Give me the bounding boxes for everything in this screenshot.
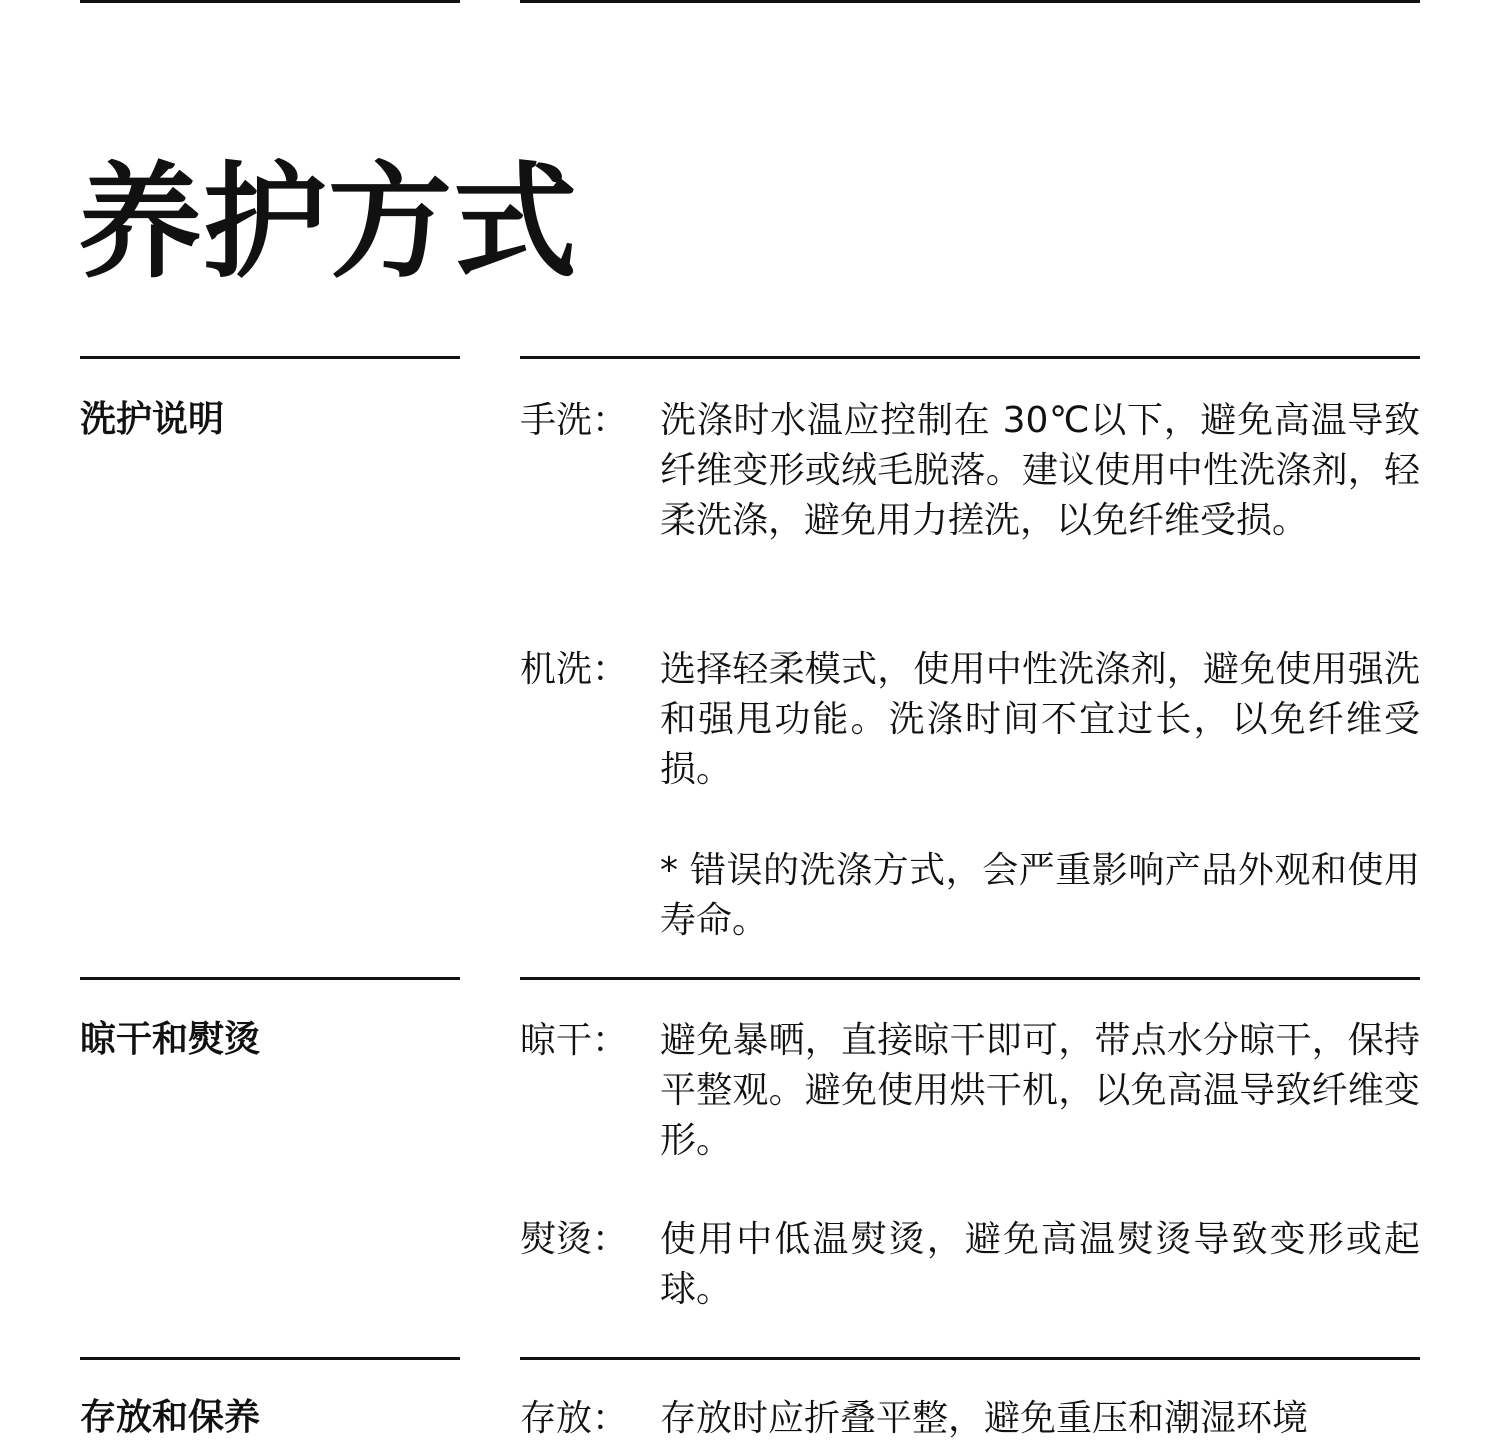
entry-text-hand-wash: 洗涤时水温应控制在 30℃以下，避免高温导致纤维变形或绒毛脱落。建议使用中性洗涤剂，轻柔洗涤，避免用力搓洗，以免纤维受损。 — [660, 400, 1420, 541]
divider — [520, 0, 1420, 3]
entry-text-machine-wash: 选择轻柔模式，使用中性洗涤剂，避免使用强洗和强甩功能。洗涤时间不宜过长，以免纤维受损。 — [660, 649, 1420, 790]
entry-label-ironing: 熨烫： — [520, 1219, 629, 1260]
divider — [520, 356, 1420, 359]
page-title: 养护方式 — [78, 151, 579, 295]
divider — [80, 977, 460, 980]
entry-text-ironing: 使用中低温熨烫，避免高温熨烫导致变形或起球。 — [660, 1219, 1420, 1310]
section-label-washing: 洗护说明 — [80, 399, 225, 440]
entry-text-drying: 避免暴晒，直接晾干即可，带点水分晾干，保持平整观。避免使用烘干机，以免高温导致纤维变形。 — [660, 1020, 1420, 1161]
section-label-storage: 存放和保养 — [80, 1397, 261, 1438]
entry-label-hand-wash: 手洗： — [520, 400, 629, 441]
entry-text-storage: 存放时应折叠平整，避免重压和潮湿环境 — [660, 1398, 1309, 1439]
entry-label-storage: 存放： — [520, 1398, 629, 1439]
divider — [520, 977, 1420, 980]
section-label-drying-ironing: 晾干和熨烫 — [80, 1019, 261, 1060]
divider — [80, 0, 460, 3]
divider — [80, 356, 460, 359]
entry-label-machine-wash: 机洗： — [520, 649, 629, 690]
divider — [80, 1357, 460, 1360]
entry-label-drying: 晾干： — [520, 1020, 629, 1061]
divider — [520, 1357, 1420, 1360]
washing-warning-note: * 错误的洗涤方式，会严重影响产品外观和使用寿命。 — [660, 850, 1420, 941]
